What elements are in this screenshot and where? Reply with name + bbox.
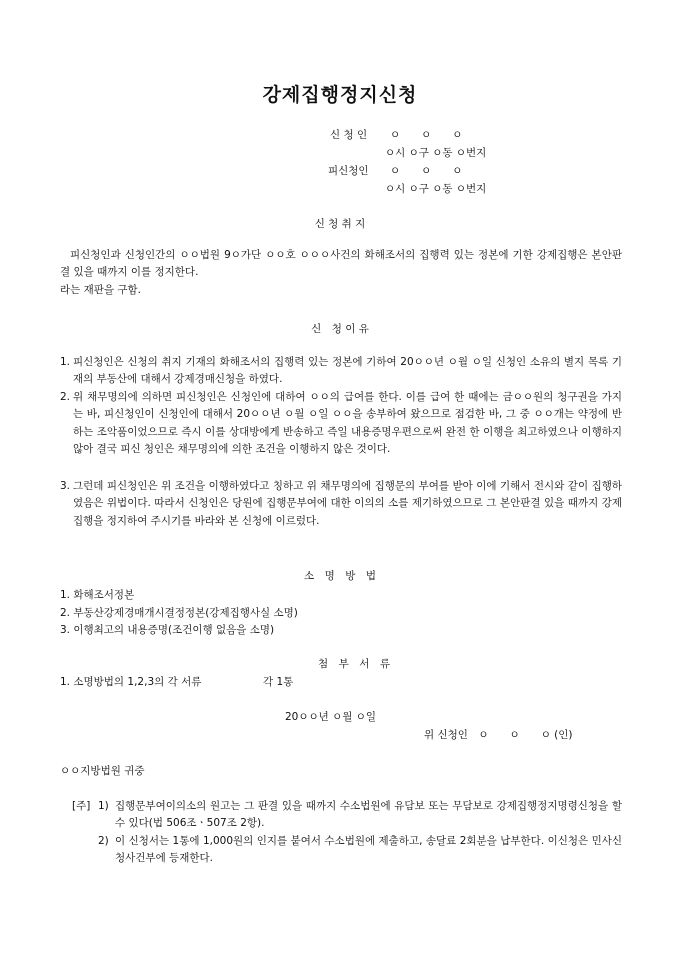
applicant-label: 신 청 인 [330, 129, 368, 141]
reason-text: 피신청인은 신청의 취지 기재의 화해조서의 집행력 있는 정본에 기하여 20ㅇㅇ년 ㅇ월 ㅇ일 신청인 소유의 별지 목록 기재의 부동산에 대해서 강제경매신청을 하였다. [73, 356, 622, 386]
applicant-name: ㅇ ㅇ ㅇ [390, 129, 463, 141]
note-item-1 [98, 798, 622, 833]
note-item-2 [98, 833, 622, 868]
document-title: 강제집행정지신청 [262, 84, 418, 106]
reason-item-2 [60, 389, 622, 459]
attachment-item: 1. 소명방법의 1,2,3의 각 서류 [60, 676, 202, 688]
attachments-heading: 첨 부 서 류 [318, 658, 391, 670]
respondent-label: 피신청인 [328, 165, 369, 177]
note-text: 이 신청서는 1통에 1,000원의 인지를 붙여서 수소법원에 제출하고, 송달료 2회분을 납부한다. 이신청은 민사신청사건부에 등재한다. [115, 835, 622, 865]
evidence-heading: 소 명 방 법 [303, 570, 377, 582]
reason-number: 3. [60, 480, 71, 492]
respondent-name: ㅇ ㅇ ㅇ [390, 165, 463, 177]
reason-text: 위 채무명의에 의하면 피신청인은 신청인에 대하여 ㅇㅇ의 급여를 한다. 이를 급여 한 때에는 금ㅇㅇ원의 청구권을 가지는 바, 피신청인이 신청인에 대해서 20ㅇㅇ년 ㅇ월 ㅇ일 ㅇㅇ을 송부하여 왔으므로 점검한 바, 그 중 ㅇㅇ개는 약정에 반하는 조악품이었으므로 즉시 이를 상대방에게 반송하고 즉일 내용증명우편으로써 완전 한 이행을 최고하였으나 이행하지 않아 결국 피신 청인은 채무명의에 의한 조건을 이행하지 않은 것이다. [73, 391, 622, 456]
respondent-address: ㅇ시 ㅇ구 ㅇ동 ㅇ번지 [385, 183, 487, 195]
reason-number: 2. [60, 391, 71, 403]
signature-date: 20ㅇㅇ년 ㅇ월 ㅇ일 [285, 711, 377, 723]
purpose-body: 피신청인과 신청인간의 ㅇㅇ법원 9ㅇ가단 ㅇㅇ호 ㅇㅇㅇ사건의 화해조서의 집행력 있는 정본에 기한 강제집행은 본안판결 있을 때까지 이를 정지한다. [60, 249, 622, 279]
note-number: 2) [98, 835, 109, 847]
reasons-heading: 신 청 이 유 [311, 323, 369, 335]
signature-signer: 위 신청인 ㅇ ㅇ ㅇ (인) [424, 729, 573, 741]
evidence-item-2: 2. 부동산강제경매개시결정정본(강제집행사실 소명) [60, 607, 298, 619]
evidence-item-1: 1. 화해조서정본 [60, 589, 135, 601]
note-number: 1) [98, 800, 109, 812]
evidence-item-3: 3. 이행최고의 내용증명(조건이행 없음을 소명) [60, 624, 275, 636]
court-name: ㅇㅇ지방법원 귀중 [60, 765, 145, 777]
attachment-count: 각 1통 [263, 676, 294, 688]
applicant-address: ㅇ시 ㅇ구 ㅇ동 ㅇ번지 [385, 147, 487, 159]
reason-item-3 [60, 478, 622, 530]
note-text: 집행문부여이의소의 원고는 그 판결 있을 때까지 수소법원에 유담보 또는 무담보로 강제집행정지명령신청을 할 수 있다(법 506조ㆍ507조 2항). [115, 800, 622, 830]
reason-text: 그런데 피신청인은 위 조건을 이행하였다고 칭하고 위 채무명의에 집행문의 부여를 받아 이에 기해서 전시와 같이 집행하였음은 위법이다. 따라서 신청인은 당원에 집행문부여에 대한 이의의 소를 제기하였으므로 그 본안판결 있을 때까지 강제집행을 정지하여 주시기를 바라와 본 신청에 이르렀다. [73, 480, 622, 527]
reason-number: 1. [60, 356, 71, 368]
purpose-heading: 신 청 취 지 [314, 218, 366, 230]
note-label: [주] [72, 800, 91, 812]
reason-item-1 [60, 354, 622, 389]
purpose-closing: 라는 재판을 구함. [60, 284, 142, 296]
